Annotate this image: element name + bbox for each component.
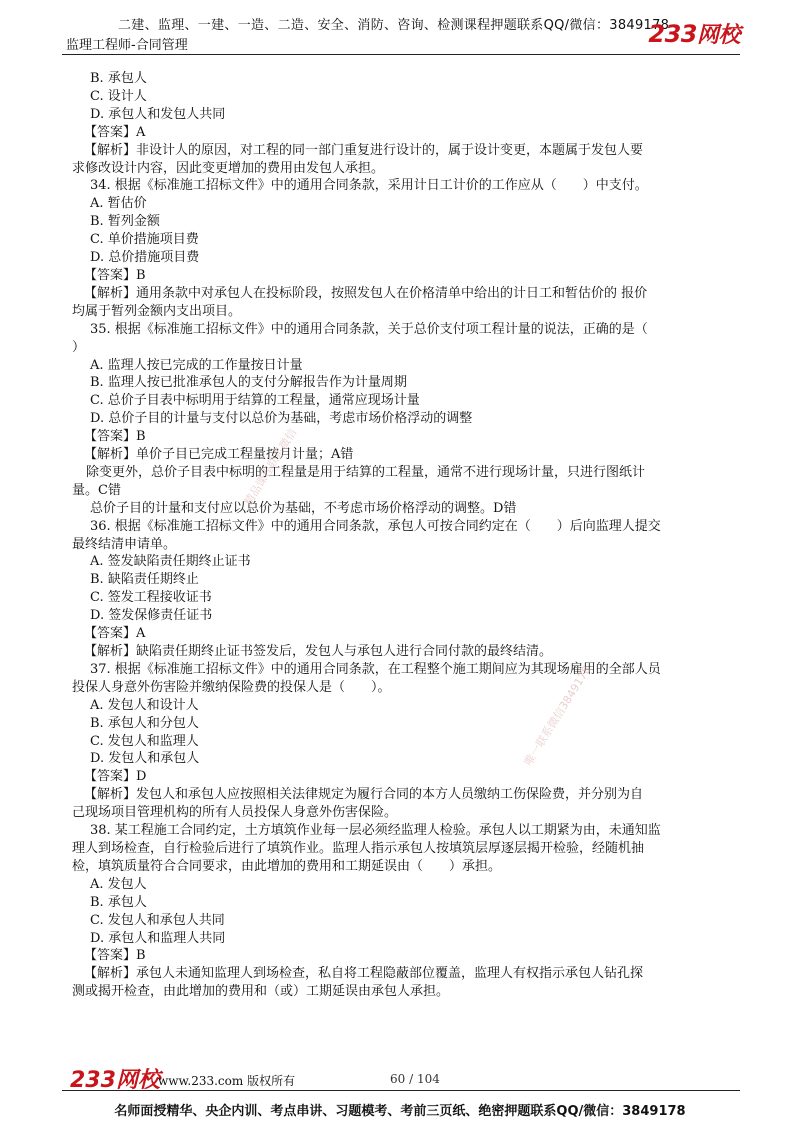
header-banner-text: 二建、监理、一建、一造、二造、安全、消防、咨询、检测课程押题联系QQ/微信：3849178 [118,18,670,33]
text-line: C. 发包人和监理人 [90,733,199,749]
text-line: A. 暂估价 [90,196,147,212]
text-line: D. 发包人和承包人 [90,751,200,767]
text-line: D. 承包人和监理人共同 [90,930,226,946]
text-line: 【答案】A [84,124,146,140]
text-line: A. 签发缺陷责任期终止证书 [90,554,251,570]
text-line: 【答案】B [84,948,146,964]
text-line: 36. 根据《标准施工招标文件》中的通用合同条款，承包人可按合同约定在（ ）后向监理人提交 [90,518,661,534]
text-line: 总价子目的计量和支付应以总价为基础，不考虑市场价格浮动的调整。D错 [90,500,517,516]
footer-banner-text: 名师面授精华、央企内训、考点串讲、习题模考、考前三页纸、绝密押题联系QQ/微信：3849178 [114,1104,686,1119]
text-line: 【答案】A [84,626,146,642]
text-line: C. 设计人 [90,88,147,104]
text-line: 【答案】B [84,429,146,445]
text-line: D. 总价措施项目费 [90,250,200,266]
text-line: B. 暂列金额 [90,214,160,230]
text-line: 测或揭开检查，由此增加的费用和（或）工期延误由承包人承担。 [72,984,450,1000]
text-line: 【解析】承包人未通知监理人到场检查，私自将工程隐蔽部位覆盖，监理人有权指示承包人钻孔探 [84,966,644,982]
text-line: 37. 根据《标准施工招标文件》中的通用合同条款，在工程整个施工期间应为其现场雇用的全部人员 [90,661,661,677]
text-line: 理人到场检查，自行检验后进行了填筑作业。监理人指示承包人按填筑层厚逐层揭开检验，经随机抽 [72,840,645,856]
text-line: 检，填筑质量符合合同要求，由此增加的费用和工期延误由（ ）承担。 [72,858,502,874]
text-line: 38. 某工程施工合同约定，土方填筑作业每一层必须经监理人检验。承包人以工期紧为由，未通知监 [90,823,661,839]
footer-logo-number: 233 [70,1068,116,1093]
text-line: 【解析】通用条款中对承包人在投标阶段，按照发包人在价格清单中给出的计日工和暂估价的 报价 [84,285,648,301]
text-line: 【解析】发包人和承包人应按照相关法律规定为履行合同的本方人员缴纳工伤保险费，并分别为自 [84,787,644,803]
logo-text: 网校 [696,23,740,48]
text-line: 【解析】非设计人的原因，对工程的同一部门重复进行设计的，属于设计变更，本题属于发包人要 [84,142,644,158]
text-line: 求修改设计内容，因此变更增加的费用由发包人承担。 [72,160,385,176]
text-line: 己现场项目管理机构的所有人员投保人身意外伤害保险。 [72,805,398,821]
brand-logo [648,18,740,49]
text-line: B. 承包人 [90,894,147,910]
text-line: B. 监理人按已批准承包人的支付分解报告作为计量周期 [90,375,407,391]
copyright-text: www.233.com 版权所有 [158,1074,296,1088]
text-line: 均属于暂列金额内支出项目。 [72,303,242,319]
text-line: D. 总价子目的计量与支付以总价为基础，考虑市场价格浮动的调整 [90,411,473,427]
text-line: A. 监理人按已完成的工作量按日计量 [90,357,303,373]
text-line: A. 发包人 [90,876,147,892]
watermark-2: 唯一联系微信3849178 [521,663,594,768]
text-line: 除变更外，总价子目表中标明的工程量是用于结算的工程量，通常不进行现场计量，只进行图纸计 [86,464,646,480]
document-subject: 监理工程师-合同管理 [66,38,188,53]
watermark-1: 精品课程联系微信 [241,426,300,508]
text-line: A. 发包人和设计人 [90,697,199,713]
text-line: C. 总价子目表中标明用于结算的工程量，通常应现场计量 [90,393,420,409]
page-number: 60 / 104 [390,1072,440,1086]
text-line: D. 承包人和发包人共同 [90,106,226,122]
logo-number: 233 [648,20,697,48]
document-body [72,70,736,1001]
text-line: B. 承包人 [90,71,147,86]
text-line: C. 发包人和承包人共同 [90,912,225,928]
text-line: 【答案】D [84,769,147,785]
text-line: 35. 根据《标准施工招标文件》中的通用合同条款，关于总价支付项工程计量的说法，正确的是（ [90,321,648,337]
footer-divider [62,1090,740,1091]
text-line: 最终结清申请单。 [72,536,177,552]
text-line: ） [72,339,86,355]
text-line: 【解析】单价子目已完成工程量按月计量；A错 [84,447,354,463]
text-line: 量。C错 [72,482,121,498]
text-line: 34. 根据《标准施工招标文件》中的通用合同条款，采用计日工计价的工作应从（ ）中支付。 [90,178,648,194]
text-line: B. 缺陷责任期终止 [90,572,199,588]
text-line: D. 签发保修责任证书 [90,608,213,624]
text-line: C. 单价措施项目费 [90,232,199,248]
text-line: C. 签发工程接收证书 [90,590,212,606]
text-line: 投保人身意外伤害险并缴纳保险费的投保人是（ ）。 [72,679,391,695]
footer-logo-text: 网校 [115,1068,160,1093]
text-line: 【答案】B [84,267,146,283]
header-divider [62,54,740,55]
text-line: 【解析】缺陷责任期终止证书签发后，发包人与承包人进行合同付款的最终结清。 [84,644,553,659]
text-line: B. 承包人和分包人 [90,715,199,731]
